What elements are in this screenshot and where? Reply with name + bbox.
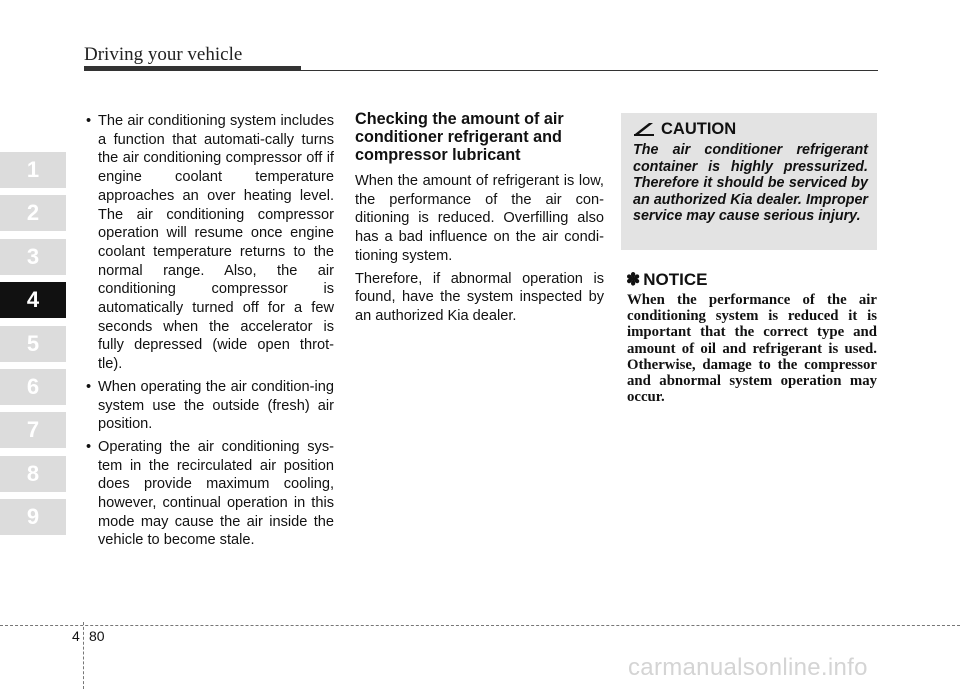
bullet-item	[86, 112, 334, 374]
footer-chapter-number: 4	[72, 628, 80, 644]
chapter-tab-4[interactable]: 4	[0, 282, 66, 318]
header-rule-thick	[84, 66, 301, 71]
bullet-item	[86, 438, 334, 550]
bullet-text: Operating the air conditioning sys-tem in the recirculated air position does provide maximum cooling, however, continual operation in this mode may cause the air inside the vehicle to become stale.	[98, 438, 334, 549]
bullet-dot-icon: •	[86, 113, 92, 129]
chapter-tab-6[interactable]: 6	[0, 369, 66, 405]
caution-title-row	[633, 119, 868, 139]
notice-title: NOTICE	[643, 270, 708, 289]
bullet-dot-icon: •	[86, 378, 92, 395]
footer-page-number: 80	[89, 628, 105, 644]
notice-text: When the performance of the air conditioning system is reduced it is important that the correct type and amount of oil and refrigerant is used. Otherwise, damage to the compressor and abnormal system operation may occur.	[627, 292, 877, 406]
chapter-tab-1[interactable]: 1	[0, 152, 66, 188]
caution-text: The air conditioner refrigerant container is highly pressurized. Therefore it should be serviced by an authorized Kia dealer. Improper service may cause serious injury.	[633, 142, 868, 225]
body-paragraph: When the amount of refrigerant is low, the performance of the air con-ditioning is reduced. Overfilling also has a bad influence on the air condi-tioning system.	[355, 173, 604, 264]
chapter-tab-8[interactable]: 8	[0, 456, 66, 492]
chapter-tab-2[interactable]: 2	[0, 195, 66, 231]
footer-vertical-divider	[83, 622, 84, 689]
bullet-item	[86, 378, 334, 434]
chapter-tabs	[0, 152, 66, 543]
page-header-title: Driving your vehicle	[84, 44, 243, 65]
bullet-text: When operating the air condition-ing system use the outside (fresh) air position.	[98, 378, 334, 433]
notice-star-icon: ✽	[626, 270, 641, 289]
caution-slash-icon	[633, 122, 655, 136]
footer-divider	[0, 625, 960, 626]
caution-box	[621, 113, 877, 250]
header-rule-thin	[300, 70, 878, 71]
chapter-tab-7[interactable]: 7	[0, 412, 66, 448]
chapter-tab-3[interactable]: 3	[0, 239, 66, 275]
section-heading: Checking the amount of air conditioner refrigerant and compressor lubricant	[355, 110, 564, 164]
body-paragraph: Therefore, if abnormal operation is found, have the system inspected by an authorized Kia dealer.	[355, 270, 604, 324]
notice-heading	[626, 270, 707, 290]
refrigerant-section	[355, 110, 604, 330]
bullet-text: The air conditioning system includes a function that automati-cally turns the air conditioning compressor off if engine coolant temperature approaches an over heating level. The air conditioning compressor operation will resume once engine coolant temperature returns to the normal range. Also, the air conditioning compressor is automatically turned off for a few seconds when the accelerator is fully depressed (wide open throt-tle).	[98, 113, 334, 373]
bullet-column	[86, 112, 334, 554]
chapter-tab-9[interactable]: 9	[0, 499, 66, 535]
bullet-dot-icon: •	[86, 438, 92, 455]
caution-title: CAUTION	[661, 120, 737, 138]
chapter-tab-5[interactable]: 5	[0, 326, 66, 362]
watermark: carmanualsonline.info	[628, 654, 868, 681]
